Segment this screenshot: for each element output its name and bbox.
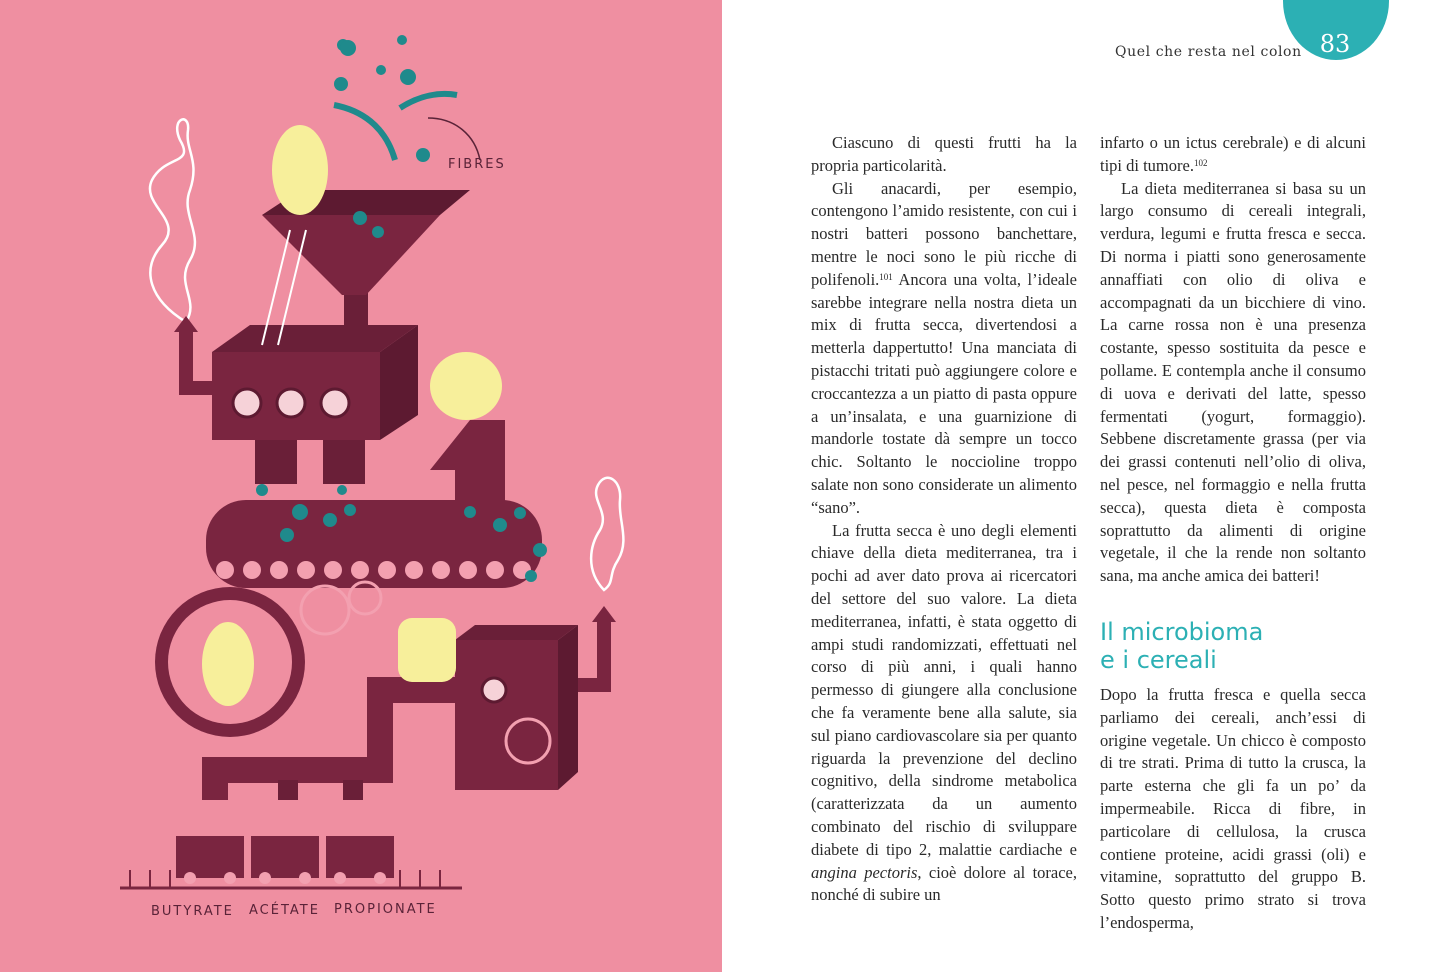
label-propionate: PROPIONATE xyxy=(334,902,437,917)
lower-machine-body xyxy=(455,640,558,790)
spring-right xyxy=(323,440,365,484)
section-heading xyxy=(1100,618,1366,674)
cart-butyrate xyxy=(176,836,244,878)
paragraph: La dieta mediterranea si basa su un largo consumo di cereali integrali, verdura, legumi e frutta fresca e secca. Di norma i piatti sono generosamente annaffiati con olio di oliva e accompagnati da un bicchiere di vino. La carne rossa non è una presenza costante, spesso sostituita da pesce e pollame. E contempla anche il consumo di uova e derivati del latte, spesso fermentati (yogurt, formaggio). Sebbene discretamente grassa (per via dei grassi contenuti nell’olio di oliva, nel pesce, nel formaggio e nella frutta secca), questa dieta è composta soprattutto da alimenti di origine vegetale, il che la rende non soltanto sana, ma anche amica dei batteri! xyxy=(1100,178,1366,586)
paragraph: Dopo la frutta fresca e quella secca parliamo dei cereali, anch’essi di origine vegetale. Un chicco è composto di tre strati. Prima di tutto la crusca, la parte esterna che gli fa un po’ da impermeabile. Ricca di fibre, in particolare di cellulosa, la crusca contiene proteine, acidi grassi (oli) e vitamine, soprattutto del gruppo B. Sotto questo primo strato si trova l’endosperma, xyxy=(1100,684,1366,932)
footnote-ref: 101 xyxy=(879,271,893,282)
gauge-2 xyxy=(277,389,305,417)
italic-term: angina pectoris xyxy=(811,862,918,882)
steam-plume-left xyxy=(150,119,195,322)
right-page-text xyxy=(722,0,1445,972)
spring-left xyxy=(255,440,297,484)
character-top xyxy=(272,125,328,215)
label-butyrate: BUTYRATE xyxy=(151,904,234,919)
paragraph-text: infarto o un ictus cerebrale) e di alcuni tipi di tumore. xyxy=(1100,133,1366,175)
lower-gauge xyxy=(482,678,506,702)
fiber-funnel xyxy=(262,215,440,295)
paragraph xyxy=(1100,132,1366,178)
pipe-left xyxy=(186,330,214,388)
outflow-nozzle-1 xyxy=(278,780,298,800)
pipe-right xyxy=(578,620,604,685)
outflow-nozzle-2 xyxy=(343,780,363,800)
cart-acetate xyxy=(251,836,319,878)
heading-line: Il microbioma xyxy=(1100,617,1264,646)
machine-chimney xyxy=(344,290,368,350)
paragraph: Ciascuno di questi frutti ha la propria particolarità. xyxy=(811,133,1077,175)
character-wheel xyxy=(202,622,254,706)
character-lower xyxy=(398,618,456,682)
page-number: 83 xyxy=(1319,30,1351,58)
label-fibres: FIBRES xyxy=(448,157,506,172)
label-acetate: ACÉTATE xyxy=(249,903,320,918)
text-column-2 xyxy=(1100,132,1366,935)
digestion-machine-illustration xyxy=(0,0,722,972)
gauge-3 xyxy=(321,389,349,417)
lower-machine-top xyxy=(455,625,578,640)
text-column-1 xyxy=(811,132,1077,907)
paragraph-text: Gli anacardi, per esempio, contengono l’amido resistente, con cui i nostri batteri possono banchettare, mentre le noci sono le più ricche di polifenoli. xyxy=(811,178,1077,289)
stairs xyxy=(430,420,505,505)
left-page-illustration xyxy=(0,0,722,972)
paragraph xyxy=(811,520,1077,908)
footnote-ref: 102 xyxy=(1193,157,1208,168)
pipe-arrow-right xyxy=(592,606,616,622)
running-title: Quel che resta nel colon xyxy=(1115,44,1302,60)
paragraph-text: , cioè dolore al torace, nonché di subire un xyxy=(811,862,1077,905)
lower-machine-side xyxy=(558,625,578,790)
fibre-strand-1 xyxy=(334,105,395,160)
gear-large xyxy=(301,586,349,634)
fibre-arrow xyxy=(428,118,480,160)
paragraph xyxy=(811,178,1077,520)
gauge-1 xyxy=(233,389,261,417)
fibre-strand-2 xyxy=(400,94,457,108)
paragraph-text: La frutta secca è uno degli elementi chiave della dieta mediterranea, tra i pochi ad aver dato prova ai ricercatori del settore del suo valore. La dieta mediterranea, infatti, è stata oggetto di ampi studi randomizzati, effettuati nel corso di più anni, i quali hanno permesso di giungere alla conclusione che fa veramente bene alla salute, sia sul piano cardiovascolare sia per quanto riguarda la prevenzione del declino cognitivo, della sindrome metabolica (caratterizzata da un aumento combinato del rischio di sviluppare diabete di tipo 2, malattie cardiache e xyxy=(811,520,1077,859)
character-middle xyxy=(430,352,502,420)
pipe-arrow-left xyxy=(174,316,198,332)
paragraph-text: Ancora una volta, l’ideale sarebbe integrare nella nostra dieta un mix di frutta secca, divertendosi a metterla dappertutto! Una manciata di pistacchi tritati può aggiungere colore e croccantezza a un piatto di pasta oppure a un’insalata, e una guarnizione di mandorle tostate dà sempre un tocco chic. Soltanto le noccioline troppo salate non sono considerate un alimento “sano”. xyxy=(811,269,1077,517)
steam-plume-right xyxy=(591,478,623,590)
heading-line: e i cereali xyxy=(1100,645,1217,674)
cart-propionate xyxy=(326,836,394,878)
